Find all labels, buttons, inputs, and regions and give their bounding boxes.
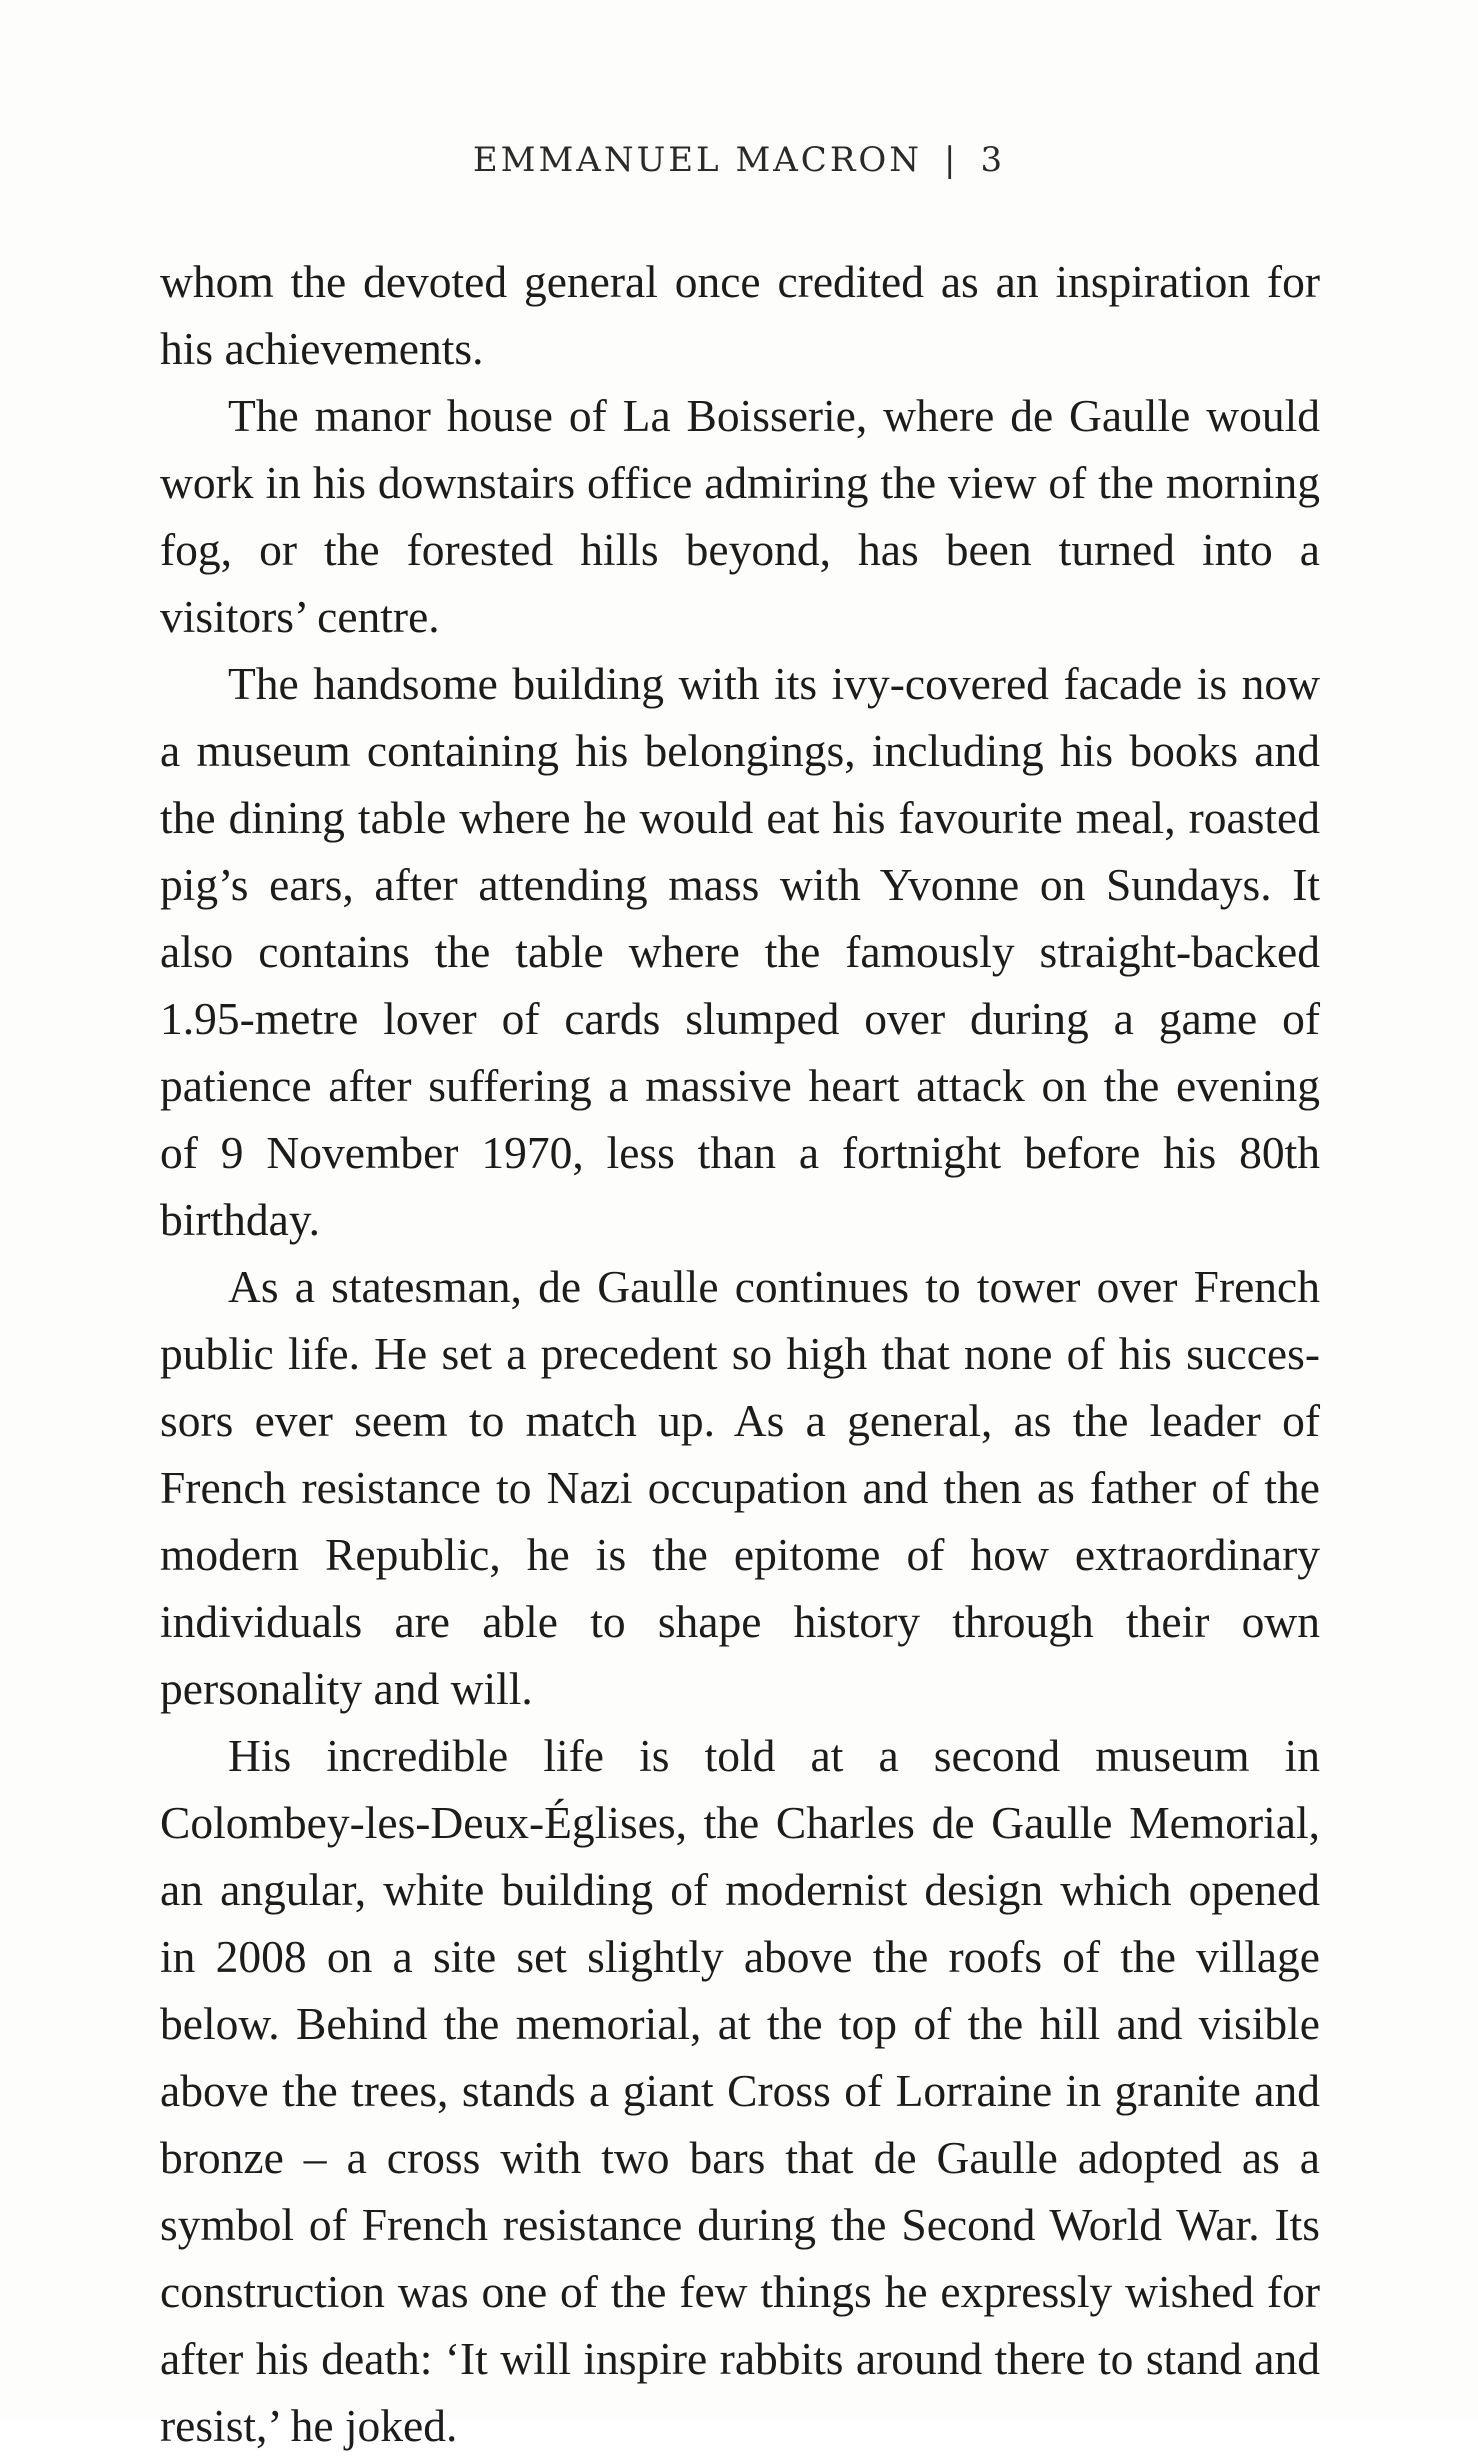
paragraph: The handsome building with its ivy-covered facade is now a museum containing his belongings, including his books and the dining table where he would eat his favourite meal, roasted pig’s ears, after attending mass with Yvonne on Sundays. It also contains the table where the famously straight-backed 1.95-metre lover of cards slumped over during a game of patience after suffering a massive heart attack on the evening of 9 November 1970, less than a fortnight before his 80th birthday.: [160, 658, 1320, 1245]
running-head-title: EMMANUEL MACRON: [472, 140, 923, 180]
body-text: [160, 248, 1320, 2459]
running-head-separator: |: [944, 140, 959, 180]
running-head: [0, 140, 1478, 180]
paragraph: As a statesman, de Gaulle continues to tower over French public life. He set a precedent so high that none of his successors ever seem to match up. As a general, as the leader of French resistance to Nazi occupation and then as father of the modern Republic, he is the epitome of how extraordinary individuals are able to shape history through their own personality and will.: [160, 1261, 1320, 1714]
paragraph-continued: whom the devoted general once credited as an inspiration for his achievements.: [160, 256, 1320, 374]
paragraph: The manor house of La Boisserie, where de Gaulle would work in his downstairs office admiring the view of the morning fog, or the forested hills beyond, has been turned into a visitors’ centre.: [160, 390, 1320, 642]
page-number: 3: [980, 140, 1006, 180]
paragraph: His incredible life is told at a second museum in Colombey-les-Deux-Églises, the Charles de Gaulle Memorial, an angular, white building of modernist design which opened in 2008 on a site set slightly above the roofs of the village below. Behind the memorial, at the top of the hill and visible above the trees, stands a giant Cross of Lorraine in granite and bronze – a cross with two bars that de Gaulle adopted as a symbol of French resistance during the Second World War. Its construction was one of the few things he expressly wished for after his death: ‘It will inspire rabbits around there to stand and resist,’ he joked.: [160, 1730, 1320, 2451]
